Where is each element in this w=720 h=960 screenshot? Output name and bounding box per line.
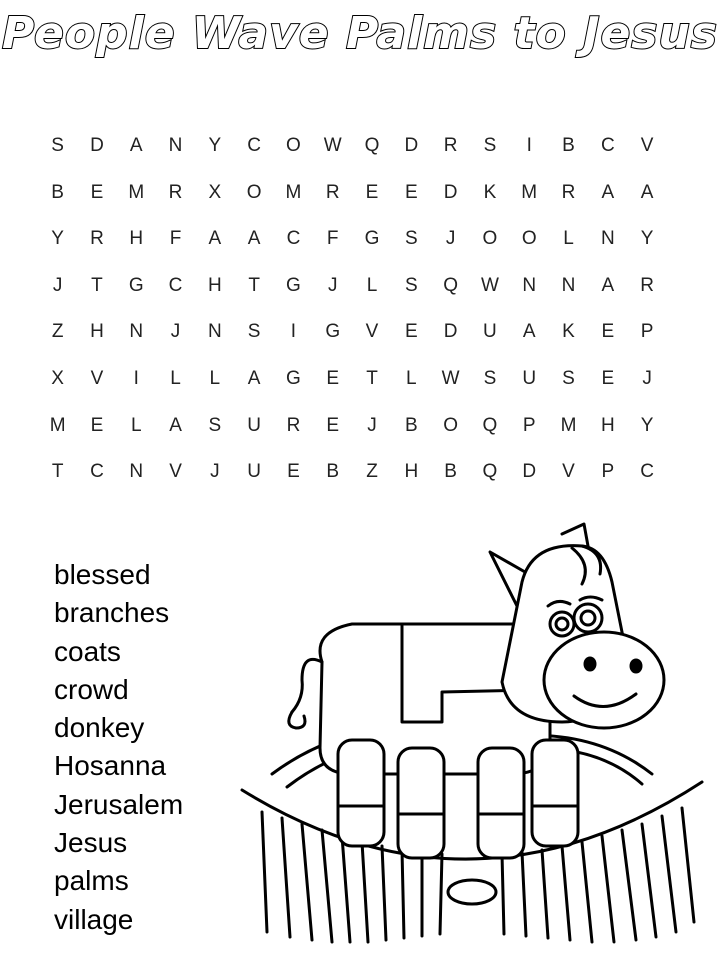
grid-letter: S bbox=[483, 367, 497, 389]
grid-letter: D bbox=[404, 135, 419, 156]
grid-letter: N bbox=[600, 228, 615, 250]
grid-letter: E bbox=[90, 414, 104, 436]
grid-letter: O bbox=[286, 135, 301, 156]
grid-letter: J bbox=[170, 321, 181, 343]
grid-letter: O bbox=[443, 414, 458, 436]
grid-letter: V bbox=[169, 461, 182, 483]
grid-letter: X bbox=[208, 181, 222, 203]
grid-letter: E bbox=[90, 181, 104, 203]
grid-letter: G bbox=[325, 321, 341, 343]
grid-letter: S bbox=[562, 367, 575, 389]
donkey-head bbox=[490, 524, 664, 728]
grid-letter: N bbox=[129, 321, 144, 343]
grid-letter: K bbox=[562, 321, 575, 343]
grid-letter: R bbox=[168, 181, 183, 203]
letter-grid bbox=[38, 126, 667, 499]
grid-letter: A bbox=[129, 135, 143, 156]
grid-letter: C bbox=[168, 274, 183, 296]
grid-letter: E bbox=[326, 367, 340, 389]
grid-letter: T bbox=[91, 274, 103, 296]
word-item: Jesus bbox=[54, 827, 128, 859]
grid-letter: U bbox=[247, 414, 261, 436]
grid-letter: L bbox=[130, 414, 142, 436]
grid-letter: U bbox=[247, 461, 261, 483]
grid-letter: M bbox=[128, 181, 145, 203]
grid-letter: Z bbox=[51, 321, 64, 343]
grid-letter: H bbox=[129, 228, 144, 250]
grid-letter: A bbox=[522, 321, 536, 343]
grid-letter: S bbox=[51, 135, 64, 156]
grid-letter: B bbox=[326, 461, 340, 483]
grid-letter: Q bbox=[364, 135, 380, 156]
grid-letter: C bbox=[90, 461, 104, 483]
grid-letter: D bbox=[443, 181, 458, 203]
grid-letter: S bbox=[208, 414, 222, 436]
grid-letter: H bbox=[404, 461, 419, 483]
grid-letter: I bbox=[526, 135, 532, 156]
grid-letter: Q bbox=[482, 461, 498, 483]
grid-letter: S bbox=[247, 321, 261, 343]
grid-letter: R bbox=[561, 181, 576, 203]
grid-letter: T bbox=[51, 461, 64, 483]
grid-letter: V bbox=[365, 321, 379, 343]
grid-letter: J bbox=[445, 228, 456, 250]
grid-letter: Z bbox=[366, 461, 378, 483]
grid-letter: T bbox=[248, 274, 260, 296]
grid-letter: O bbox=[246, 181, 262, 203]
grid-letter: C bbox=[640, 461, 654, 483]
grid-letter: A bbox=[247, 367, 261, 389]
grid-letter: I bbox=[133, 367, 139, 389]
grid-letter: E bbox=[601, 321, 615, 343]
word-item: Hosanna bbox=[54, 750, 167, 782]
grid-letter: R bbox=[286, 414, 301, 436]
grid-letter: W bbox=[323, 135, 342, 156]
grid-letter: U bbox=[522, 367, 537, 389]
grid-letter: M bbox=[521, 181, 538, 203]
grid-letter: E bbox=[404, 181, 418, 203]
word-item: coats bbox=[54, 635, 121, 667]
grid-letter: N bbox=[207, 321, 222, 343]
grid-letter: Q bbox=[482, 414, 498, 436]
grid-letter: R bbox=[640, 274, 654, 296]
word-list bbox=[54, 556, 183, 939]
grid-letter: V bbox=[640, 135, 654, 156]
grid-letter: Y bbox=[640, 414, 654, 436]
grid-letter: C bbox=[600, 135, 615, 156]
grid-letter: N bbox=[561, 274, 576, 296]
grid-letter: U bbox=[483, 321, 497, 343]
grid-letter: B bbox=[404, 414, 418, 436]
grid-letter: I bbox=[290, 321, 297, 343]
grid-letter: P bbox=[522, 414, 536, 436]
grid-letter: F bbox=[169, 228, 182, 250]
grid-letter: O bbox=[482, 228, 498, 250]
grid-letter: A bbox=[247, 228, 261, 250]
grid-letter: N bbox=[129, 461, 144, 483]
grid-letter: J bbox=[642, 367, 652, 389]
grid-letter: Y bbox=[208, 135, 222, 156]
grid-letter: V bbox=[90, 367, 104, 389]
grid-letter: P bbox=[601, 461, 615, 483]
word-item: Jerusalem bbox=[54, 788, 184, 820]
grid-letter: T bbox=[366, 367, 378, 389]
grid-letter: E bbox=[326, 414, 340, 436]
grid-letter: J bbox=[52, 274, 63, 296]
grid-letter: R bbox=[443, 135, 458, 156]
grid-letter: G bbox=[364, 228, 380, 250]
grid-letter: Y bbox=[51, 228, 64, 250]
grid-letter: S bbox=[404, 274, 418, 296]
grid-letter: Q bbox=[443, 274, 458, 296]
grid-letter: X bbox=[51, 367, 64, 389]
grid-letter: W bbox=[441, 367, 460, 389]
grid-letter: L bbox=[563, 228, 574, 250]
grid-letter: L bbox=[406, 367, 417, 389]
grid-letter: M bbox=[285, 181, 302, 203]
grid-letter: N bbox=[522, 274, 537, 296]
grid-letter: E bbox=[404, 321, 418, 343]
grid-letter: H bbox=[600, 414, 615, 436]
grid-letter: B bbox=[562, 135, 575, 156]
grid-letter: V bbox=[562, 461, 575, 483]
grid-letter: D bbox=[522, 461, 537, 483]
grid-letter: K bbox=[483, 181, 497, 203]
grid-letter: G bbox=[286, 367, 301, 389]
grid-letter: O bbox=[521, 228, 537, 250]
grid-letter: G bbox=[286, 274, 301, 296]
grid-letter: P bbox=[640, 321, 654, 343]
grid-letter: B bbox=[51, 181, 64, 203]
grid-letter: S bbox=[404, 228, 418, 250]
grid-letter: D bbox=[443, 321, 458, 343]
grid-letter: W bbox=[480, 274, 499, 296]
grid-letter: A bbox=[169, 414, 182, 436]
grid-letter: R bbox=[325, 181, 340, 203]
grid-letter: C bbox=[286, 228, 301, 250]
grid-letter: A bbox=[601, 274, 615, 296]
grid-letter: G bbox=[128, 274, 144, 296]
grid-letter: S bbox=[483, 135, 497, 156]
grid-letter: D bbox=[90, 135, 104, 156]
grid-letter: Y bbox=[640, 228, 654, 250]
grid-letter: M bbox=[49, 414, 66, 436]
word-item: palms bbox=[54, 865, 129, 897]
grid-letter: J bbox=[367, 414, 377, 436]
grid-letter: J bbox=[210, 461, 220, 483]
grid-letter: M bbox=[560, 414, 577, 436]
grid-letter: N bbox=[168, 135, 183, 156]
grid-letter: E bbox=[601, 367, 615, 389]
grid-letter: L bbox=[366, 274, 378, 296]
grid-letter: L bbox=[209, 367, 221, 389]
grid-letter: F bbox=[326, 228, 339, 250]
page-title: People Wave Palms to Jesus bbox=[1, 8, 718, 59]
grid-letter: E bbox=[365, 181, 379, 203]
grid-letter: B bbox=[444, 461, 457, 483]
donkey-illustration bbox=[232, 512, 712, 952]
grid-letter: E bbox=[287, 461, 300, 483]
word-item: donkey bbox=[54, 712, 145, 744]
grid-letter: H bbox=[90, 321, 104, 343]
word-item: village bbox=[54, 903, 134, 935]
word-item: blessed bbox=[54, 559, 151, 590]
grid-letter: A bbox=[208, 228, 222, 250]
word-item: crowd bbox=[54, 673, 129, 705]
grid-letter: C bbox=[247, 135, 261, 156]
grid-letter: H bbox=[207, 274, 222, 296]
grid-letter: L bbox=[170, 367, 181, 389]
word-item: branches bbox=[54, 597, 170, 629]
grid-letter: A bbox=[640, 181, 654, 203]
grid-letter: A bbox=[601, 181, 615, 203]
grid-letter: J bbox=[327, 274, 338, 296]
grid-letter: R bbox=[90, 228, 104, 250]
